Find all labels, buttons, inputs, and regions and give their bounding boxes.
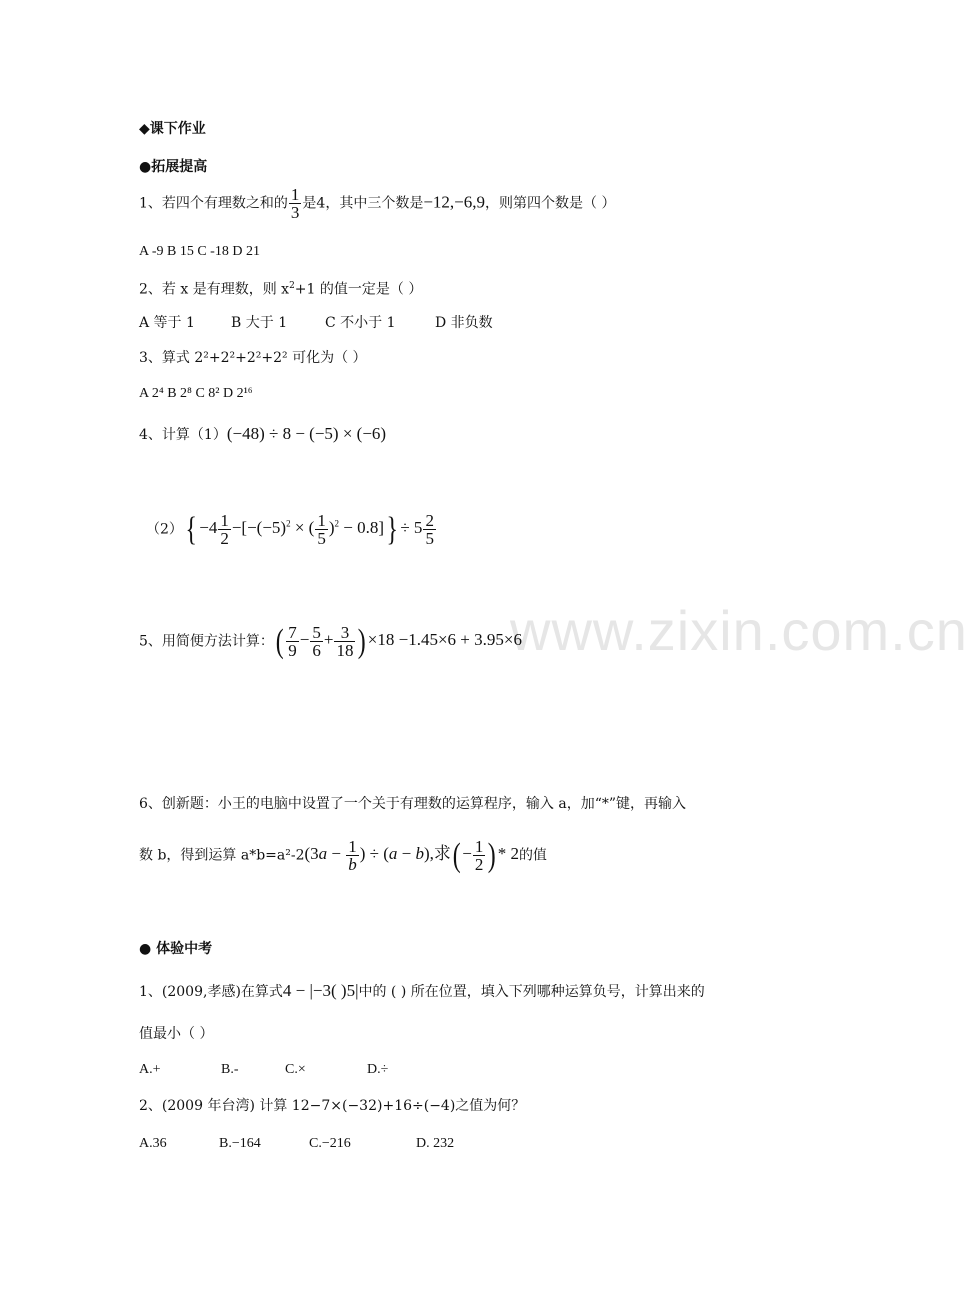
q6-expression: (3a − $\frac{1}{b}$ ) ÷ (a − b),求(− $\frac{1}{2}$ )* 2 xyxy=(304,836,519,874)
q1-middle: 是4，其中三个数是 xyxy=(302,195,424,212)
e2-options xyxy=(139,1134,454,1154)
q1-values: −12,−6,9 xyxy=(423,192,486,212)
q2-option-d: D 非负数 xyxy=(435,315,493,331)
e2-option-d: D. 232 xyxy=(416,1136,455,1151)
q4-label-1: 4、计算（1） xyxy=(139,427,227,443)
question-2: 2、若 x 是有理数，则 $x^2+1$ 的值一定是（ ） xyxy=(139,281,423,298)
e2-option-c: C.−216 xyxy=(309,1136,351,1151)
q2-options xyxy=(139,313,493,333)
e1-option-b: B.- xyxy=(221,1062,239,1077)
e2-option-a: A.36 xyxy=(139,1136,167,1151)
question-5 xyxy=(139,624,522,659)
q1-prefix: 1、若四个有理数之和的 xyxy=(139,195,288,212)
part-title-exam: ● 体验中考 xyxy=(139,941,213,957)
e1-line-2: 值最小（ ） xyxy=(139,1026,214,1042)
exam-question-2: 2、(2009 年台湾) 计算 12−7×(−32)+16÷(−4)之值为何？ xyxy=(139,1098,526,1114)
q5-tail: ×18 −1.45×6 + 3.95×6 xyxy=(367,630,522,650)
q4-part-2 xyxy=(146,512,437,547)
question-4 xyxy=(139,424,386,445)
q1-fraction xyxy=(289,186,302,221)
q1-frac-den: 3 xyxy=(290,203,300,222)
q6-tail: 的值 xyxy=(518,847,547,864)
q4-label-2: （2） xyxy=(146,521,183,538)
e1-expression: 4 − |−3( )5| xyxy=(282,981,359,1000)
q3-options: A 2⁴ B 2⁸ C 8² D 2¹⁶ xyxy=(139,386,253,401)
question-6-line-1: 6、创新题：小王的电脑中设置了一个关于有理数的运算程序，输入 a，加“*”键，再输入 xyxy=(139,796,687,812)
q4-expression-1: (−48) ÷ 8 − (−5) × (−6) xyxy=(226,424,387,443)
e1-options xyxy=(139,1060,388,1080)
question-6-line-2 xyxy=(139,838,547,873)
question-3: 3、算式 2²+2²+2²+2² 可化为（ ） xyxy=(139,350,367,366)
section-title: ◆课下作业 xyxy=(139,121,206,137)
q1-options: A -9 B 15 C -18 D 21 xyxy=(139,244,260,259)
exam-question-1 xyxy=(139,981,705,1002)
q2-text-b: +1 的值一定是（ ） xyxy=(294,281,423,298)
q6-text-a: 数 b，得到运算 a*b=a²-2 xyxy=(139,847,305,864)
question-1 xyxy=(139,186,615,221)
q2-text-a: 2、若 x 是有理数，则 x xyxy=(139,281,290,298)
e1-option-a: A.+ xyxy=(139,1062,161,1077)
q4-expression-2: { −4 $\frac{1}{2}$ $-[-(-5)^2$ × ( $\frac{1}{5}$ )$^2$ − 0.8]} ÷ 5 $\frac{2}{5}$ xyxy=(185,510,434,548)
e1-option-d: D.÷ xyxy=(367,1062,389,1077)
e1-option-c: C.× xyxy=(285,1062,306,1077)
q5-expression: ( $\frac{7}{9}$ − $\frac{5}{6}$ + $\frac{3}{18}$ )×18 −1.45×6 + 3.95×6 xyxy=(275,622,522,660)
e2-option-b: B.−164 xyxy=(219,1136,261,1151)
q5-prefix: 5、用简便方法计算： xyxy=(139,633,274,650)
q2-option-b: B 大于 1 xyxy=(231,315,288,331)
q2-option-c: C 不小于 1 xyxy=(325,315,396,331)
q1-suffix: ，则第四个数是（ ） xyxy=(485,195,616,212)
e1-text-a: 1、(2009,孝感)在算式 xyxy=(139,984,283,1000)
q2-option-a: A 等于 1 xyxy=(139,315,195,331)
watermark: www.zixin.com.cn xyxy=(510,599,968,662)
part-title-extension: ●拓展提高 xyxy=(139,159,208,175)
q1-frac-num: 1 xyxy=(290,185,300,204)
e1-text-b: 中的 ( ) 所在位置，填入下列哪种运算负号，计算出来的 xyxy=(358,984,705,1000)
